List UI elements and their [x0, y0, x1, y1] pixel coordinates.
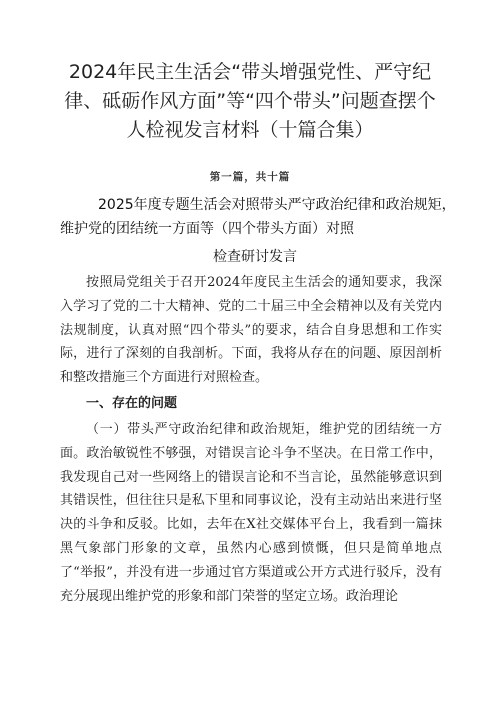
article-subtitle	[60, 193, 456, 269]
section-paragraph: （一）带头严守政治纪律和政治规矩，维护党的团结统一方面。政治敏锐性不够强，对错误言论斗争不坚决。在日常工作中，我发现自己对一些网络上的错误言论和不当言论，虽然能够意识到其错误性，但往往只是私下里和同事议论，没有主动站出来进行坚决的斗争和反驳。比如，去年在X社交媒体平台上，我看到一篇抹黑气象部门形象的文章，虽然内心感到愤慨，但只是简单地点了“举报”，并没有进一步通过官方渠道或公开方式进行驳斥，没有充分展现出维护党的形象和部门荣誉的坚定立场。政治理论	[60, 421, 442, 604]
article-subtitle-line-3: 检查研讨发言	[213, 249, 297, 265]
document-index-label: 第一篇，共十篇	[209, 171, 291, 183]
article-body	[60, 271, 442, 608]
article-subtitle-line-1: 2025年度专题生活会对照带头严守政治纪律和政治规矩，	[98, 197, 456, 213]
section-heading: 一、存在的问题	[86, 395, 178, 411]
intro-paragraph: 按照局党组关于召开2024年度民主生活会的通知要求，我深入学习了党的二十大精神、党的二十届三中全会精神以及有关党内法规制度，认真对照“四个带头”的要求，结合自身思想和工作实际，进行了深刻的自我剖析。下面，我将从存在的问题、原因剖析和整改措施三个方面进行对照检查。	[60, 275, 442, 386]
article-subtitle-line-2: 维护党的团结统一方面等（四个带头方面）对照	[60, 221, 354, 237]
document-main-title: 2024年民主生活会“带头增强党性、严守纪律、砥砺作风方面”等“四个带头”问题查摆个人检视发言材料（十篇合集）	[64, 61, 436, 141]
